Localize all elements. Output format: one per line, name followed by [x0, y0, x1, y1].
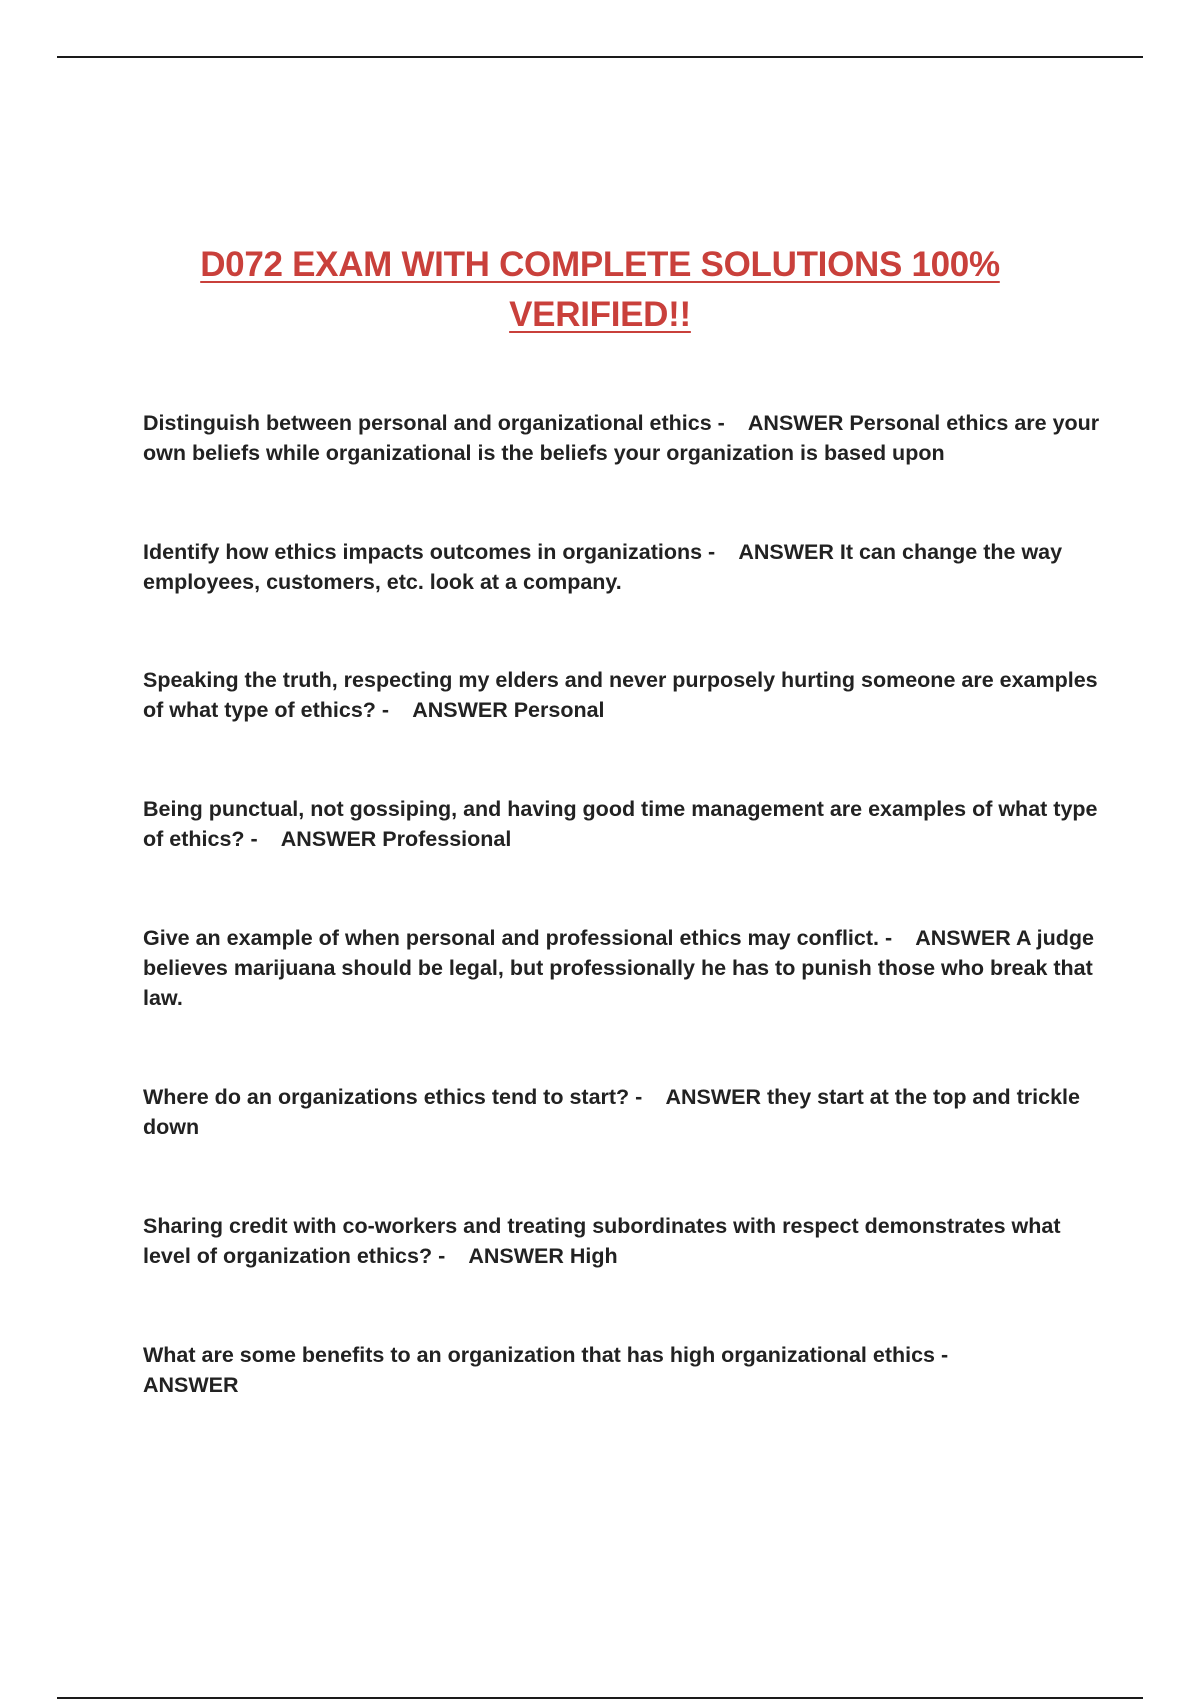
qa-item-4 [143, 794, 1103, 854]
question-3: Speaking the truth, respecting my elders and never purposely hurting someone are examples of what type of ethics? - [143, 668, 1098, 722]
document-title: D072 EXAM WITH COMPLETE SOLUTIONS 100% VERIFIED!! [200, 245, 1000, 334]
qa-item-3 [143, 665, 1103, 725]
answer-2: ANSWER It can change the way employees, customers, etc. look at a company. [143, 540, 1063, 594]
answer-5: ANSWER A judge believes marijuana should be legal, but professionally he has to punish those who break that law. [143, 926, 1094, 1010]
qa-item-1 [143, 408, 1103, 468]
question-7: Sharing credit with co-workers and treating subordinates with respect demonstrates what level of organization ethics? - [143, 1214, 1061, 1268]
top-rule [57, 56, 1143, 58]
answer-6: ANSWER they start at the top and trickle down [143, 1085, 1080, 1139]
question-1: Distinguish between personal and organizational ethics - [143, 411, 725, 435]
question-6: Where do an organizations ethics tend to start? - [143, 1085, 643, 1109]
bottom-rule [57, 1697, 1143, 1699]
qa-item-7 [143, 1211, 1103, 1271]
answer-7: ANSWER High [468, 1244, 618, 1268]
answer-1: ANSWER Personal ethics are your own beliefs while organizational is the beliefs your organization is based upon [143, 411, 1100, 465]
qa-item-2 [143, 537, 1103, 597]
qa-item-8 [143, 1340, 1103, 1400]
question-4: Being punctual, not gossiping, and having good time management are examples of what type of ethics? - [143, 797, 1098, 851]
answer-3: ANSWER Personal [412, 698, 605, 722]
question-5: Give an example of when personal and professional ethics may conflict. - [143, 926, 893, 950]
answer-4: ANSWER Professional [280, 827, 512, 851]
answer-8: ANSWER [143, 1373, 239, 1397]
qa-item-5 [143, 923, 1103, 1013]
question-2: Identify how ethics impacts outcomes in organizations - [143, 540, 716, 564]
question-8: What are some benefits to an organization that has high organizational ethics - [143, 1343, 949, 1367]
qa-item-6 [143, 1082, 1103, 1142]
